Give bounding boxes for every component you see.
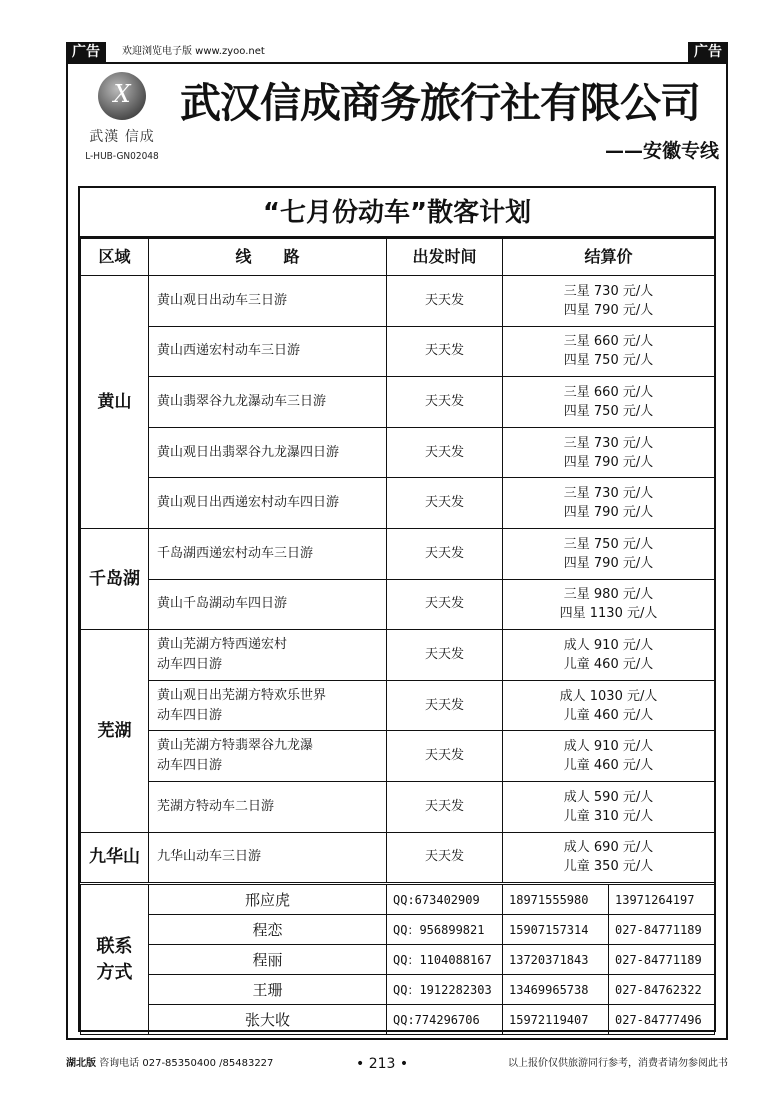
contact-mobile: 13469965738 <box>503 975 609 1005</box>
region-cell: 九华山 <box>81 832 149 883</box>
top-banner <box>66 42 728 62</box>
price-line: 三星 730 元/人 <box>563 283 654 299</box>
route-cell: 黄山观日出动车三日游 <box>149 276 387 327</box>
contact-name: 张大收 <box>149 1005 387 1035</box>
price-cell <box>503 528 715 579</box>
route-line: 黄山芜湖方特西递宏村 <box>157 636 288 652</box>
contact-phone: 027-84771189 <box>609 945 715 975</box>
price-line: 四星 790 元/人 <box>563 505 654 521</box>
price-line: 儿童 310 元/人 <box>563 808 654 824</box>
price-line: 三星 730 元/人 <box>563 486 654 502</box>
route-cell: 九华山动车三日游 <box>149 832 387 883</box>
contact-name: 王珊 <box>149 975 387 1005</box>
route-cell <box>149 630 387 681</box>
price-line: 三星 660 元/人 <box>563 384 654 400</box>
contact-row <box>81 1005 715 1035</box>
price-line: 四星 790 元/人 <box>563 302 654 318</box>
route-cell <box>149 731 387 782</box>
price-line: 四星 750 元/人 <box>563 353 654 369</box>
price-line: 儿童 460 元/人 <box>563 656 654 672</box>
contact-qq: QQ：956899821 <box>387 915 503 945</box>
footer-consult: 咨询电话 027-85350400 /85483227 <box>99 1058 274 1069</box>
departure-cell: 天天发 <box>387 478 503 529</box>
contact-name: 邢应虎 <box>149 885 387 915</box>
route-line: 动车四日游 <box>157 707 223 723</box>
contact-label <box>81 885 149 1035</box>
contact-row <box>81 945 715 975</box>
contact-phone: 027-84762322 <box>609 975 715 1005</box>
price-line: 儿童 460 元/人 <box>563 707 654 723</box>
table-row <box>81 276 715 327</box>
contact-mobile: 15907157314 <box>503 915 609 945</box>
contact-mobile: 18971555980 <box>503 885 609 915</box>
departure-cell: 天天发 <box>387 377 503 428</box>
contact-mobile: 13720371843 <box>503 945 609 975</box>
price-cell <box>503 377 715 428</box>
table-row <box>81 377 715 428</box>
price-cell <box>503 579 715 630</box>
departure-cell: 天天发 <box>387 781 503 832</box>
route-cell <box>149 680 387 731</box>
price-line: 三星 660 元/人 <box>563 334 654 350</box>
departure-cell: 天天发 <box>387 832 503 883</box>
table-row <box>81 478 715 529</box>
route-line: 黄山芜湖方特翡翠谷九龙瀑 <box>157 738 314 754</box>
contact-table <box>80 884 715 1035</box>
price-cell <box>503 731 715 782</box>
price-cell <box>503 680 715 731</box>
contact-mobile: 15972119407 <box>503 1005 609 1035</box>
price-cell <box>503 427 715 478</box>
price-cell <box>503 326 715 377</box>
contact-phone: 027-84771189 <box>609 915 715 945</box>
price-cell <box>503 781 715 832</box>
table-row <box>81 326 715 377</box>
price-cell <box>503 276 715 327</box>
region-cell: 黄山 <box>81 276 149 529</box>
contact-row <box>81 975 715 1005</box>
price-line: 三星 730 元/人 <box>563 435 654 451</box>
route-line: 动车四日游 <box>157 656 223 672</box>
contact-label-line: 联系 <box>96 935 133 957</box>
route-cell: 黄山千岛湖动车四日游 <box>149 579 387 630</box>
contact-row <box>81 885 715 915</box>
price-line: 四星 1130 元/人 <box>559 606 658 622</box>
route-cell: 黄山翡翠谷九龙瀑动车三日游 <box>149 377 387 428</box>
price-cell <box>503 478 715 529</box>
table-row <box>81 680 715 731</box>
logo-monogram: X <box>113 80 131 108</box>
region-cell: 芜湖 <box>81 630 149 832</box>
route-cell: 千岛湖西递宏村动车三日游 <box>149 528 387 579</box>
ad-tag-right: 广告 <box>688 42 728 62</box>
table-row <box>81 528 715 579</box>
route-cell: 芜湖方特动车二日游 <box>149 781 387 832</box>
header-route: 线 路 <box>149 239 387 276</box>
contact-phone: 027-84777496 <box>609 1005 715 1035</box>
ad-tag-left: 广告 <box>66 42 106 62</box>
table-row <box>81 579 715 630</box>
price-cell <box>503 630 715 681</box>
license-code: L-HUB-GN02048 <box>85 151 159 162</box>
contact-qq: QQ:673402909 <box>387 885 503 915</box>
price-table <box>80 238 715 883</box>
price-line: 成人 590 元/人 <box>563 789 654 805</box>
route-line: 动车四日游 <box>157 758 223 774</box>
contact-label-line: 方式 <box>96 961 133 983</box>
price-line: 三星 980 元/人 <box>563 587 654 603</box>
table-row <box>81 781 715 832</box>
route-cell: 黄山观日出西递宏村动车四日游 <box>149 478 387 529</box>
price-line: 四星 790 元/人 <box>563 555 654 571</box>
table-row <box>81 832 715 883</box>
logo-name: 武漢 信成 <box>89 129 155 145</box>
route-line: 黄山观日出芜湖方特欢乐世界 <box>157 687 327 703</box>
header-price: 结算价 <box>503 239 715 276</box>
company-logo <box>74 70 170 172</box>
header-departure: 出发时间 <box>387 239 503 276</box>
page-number: • 213 • <box>356 1056 409 1072</box>
price-line: 儿童 350 元/人 <box>563 859 654 875</box>
price-cell <box>503 832 715 883</box>
contact-qq: QQ：1912282303 <box>387 975 503 1005</box>
contact-qq: QQ:774296706 <box>387 1005 503 1035</box>
departure-cell: 天天发 <box>387 630 503 681</box>
price-line: 儿童 460 元/人 <box>563 758 654 774</box>
footer-left <box>66 1054 273 1074</box>
header-region: 区域 <box>81 239 149 276</box>
route-cell: 黄山观日出翡翠谷九龙瀑四日游 <box>149 427 387 478</box>
departure-cell: 天天发 <box>387 326 503 377</box>
table-row <box>81 427 715 478</box>
price-line: 三星 750 元/人 <box>563 536 654 552</box>
route-cell: 黄山西递宏村动车三日游 <box>149 326 387 377</box>
departure-cell: 天天发 <box>387 276 503 327</box>
page-footer <box>66 1054 728 1074</box>
price-line: 四星 790 元/人 <box>563 454 654 470</box>
departure-cell: 天天发 <box>387 731 503 782</box>
company-subline: ——安徽专线 <box>604 140 719 162</box>
contact-qq: QQ：1104088167 <box>387 945 503 975</box>
table-row <box>81 731 715 782</box>
contact-phone: 13971264197 <box>609 885 715 915</box>
departure-cell: 天天发 <box>387 680 503 731</box>
footer-edition: 湖北版 <box>66 1058 96 1069</box>
departure-cell: 天天发 <box>387 579 503 630</box>
departure-cell: 天天发 <box>387 427 503 478</box>
price-table-section <box>78 186 716 1032</box>
price-line: 成人 1030 元/人 <box>559 688 658 704</box>
contact-row <box>81 915 715 945</box>
table-title: “七月份动车”散客计划 <box>80 188 714 238</box>
departure-cell: 天天发 <box>387 528 503 579</box>
table-row <box>81 630 715 681</box>
website-note: 欢迎浏览电子版 www.zyoo.net <box>122 46 265 57</box>
footer-disclaimer: 以上报价仅供旅游同行参考，消费者请勿参阅此书 <box>508 1058 728 1069</box>
price-line: 四星 750 元/人 <box>563 403 654 419</box>
contact-name: 程恋 <box>149 915 387 945</box>
price-line: 成人 910 元/人 <box>563 739 654 755</box>
region-cell: 千岛湖 <box>81 528 149 629</box>
price-line: 成人 910 元/人 <box>563 637 654 653</box>
contact-name: 程丽 <box>149 945 387 975</box>
company-name: 武汉信成商务旅行社有限公司 <box>180 79 700 127</box>
price-line: 成人 690 元/人 <box>563 840 654 856</box>
table-header-row <box>81 239 715 276</box>
